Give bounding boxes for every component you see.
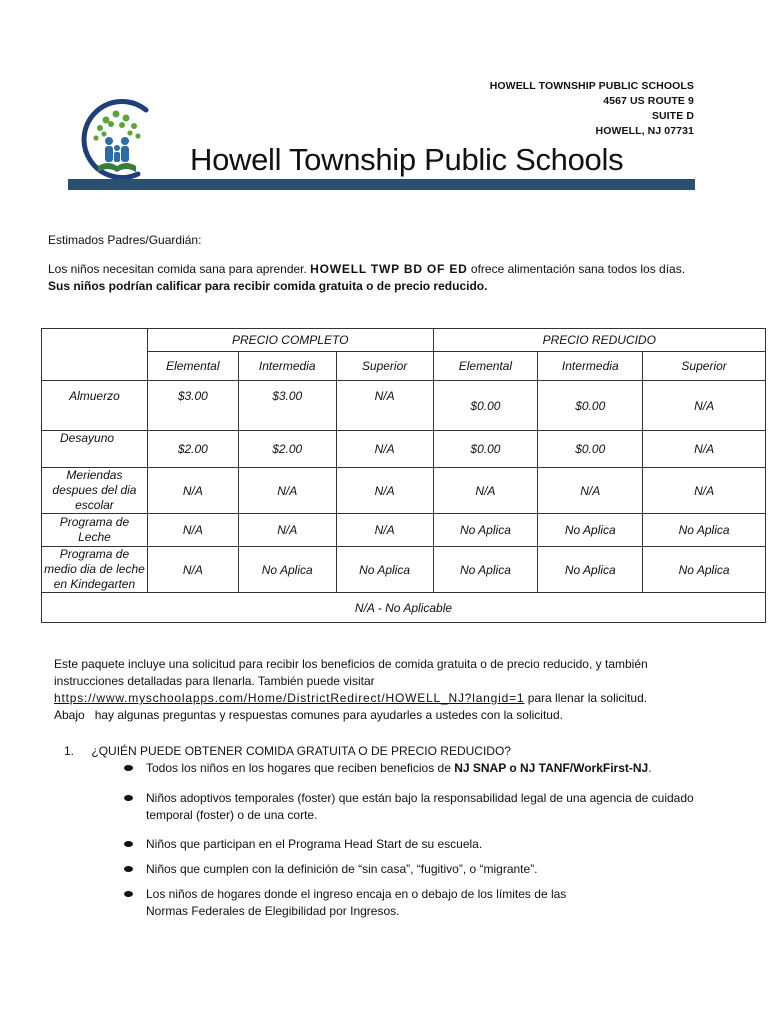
price-cell: N/A — [643, 468, 766, 514]
price-cell: $2.00 — [238, 431, 336, 468]
price-cell: No Aplica — [433, 547, 538, 593]
package-line-4: Abajo hay algunas preguntas y respuestas comunes para ayudarles a ustedes con la solicitud. — [54, 708, 563, 722]
table-row — [42, 514, 766, 547]
eligibility-note: Sus niños podrían calificar para recibir comida gratuita o de precio reducido. — [48, 279, 488, 293]
address-line-2: 4567 US ROUTE 9 — [603, 95, 694, 107]
program-names: NJ SNAP o NJ TANF/WorkFirst-NJ — [454, 761, 649, 775]
row-label: Meriendas despues del dia escolar — [42, 468, 148, 514]
greeting: Estimados Padres/Guardián: — [48, 233, 202, 247]
price-cell: $0.00 — [433, 381, 538, 431]
level-header: Superior — [643, 352, 766, 381]
list-item — [124, 760, 724, 777]
price-cell: N/A — [336, 381, 433, 431]
price-cell: $3.00 — [147, 381, 238, 431]
level-header: Elemental — [147, 352, 238, 381]
price-cell: N/A — [336, 514, 433, 547]
price-cell: $0.00 — [538, 431, 643, 468]
price-cell: N/A — [238, 468, 336, 514]
list-item — [124, 886, 586, 920]
address-line-3: SUITE D — [651, 110, 694, 122]
bullet-icon — [124, 765, 133, 771]
price-cell: N/A — [147, 514, 238, 547]
price-cell: N/A — [238, 514, 336, 547]
district-address — [490, 79, 694, 139]
price-cell: N/A — [336, 468, 433, 514]
price-cell: $3.00 — [238, 381, 336, 431]
eligibility-list — [124, 760, 724, 930]
table-corner — [42, 329, 148, 381]
table-row — [42, 547, 766, 593]
list-item — [124, 836, 724, 853]
bullet-text-end: . — [648, 761, 652, 775]
price-cell: No Aplica — [433, 514, 538, 547]
table-row — [42, 381, 766, 431]
header-reduced-price: PRECIO REDUCIDO — [433, 329, 766, 352]
price-cell: N/A — [336, 431, 433, 468]
bullet-text: Niños que participan en el Programa Head Start de su escuela. — [146, 837, 483, 851]
price-cell: No Aplica — [643, 547, 766, 593]
level-header: Intermedia — [538, 352, 643, 381]
price-cell: No Aplica — [538, 547, 643, 593]
price-cell: N/A — [147, 468, 238, 514]
meal-price-table — [41, 328, 766, 623]
package-line-1: Este paquete incluye una solicitud para recibir los beneficios de comida gratuita o de precio reducido, y también — [54, 657, 648, 671]
table-row — [42, 468, 766, 514]
price-cell: No Aplica — [336, 547, 433, 593]
bullet-text: Niños adoptivos temporales (foster) que están bajo la responsabilidad legal de una agencia de cuidado temporal (foster) o de una corte. — [146, 791, 694, 822]
address-line-1: HOWELL TOWNSHIP PUBLIC SCHOOLS — [489, 80, 694, 92]
price-cell: No Aplica — [643, 514, 766, 547]
bullet-icon — [124, 841, 133, 847]
price-cell: N/A — [643, 381, 766, 431]
table-footnote: N/A - No Aplicable — [42, 593, 766, 623]
school-logo-icon — [76, 96, 160, 184]
bullet-text: Niños que cumplen con la definición de “sin casa”, “fugitivo”, o “migrante”. — [146, 862, 538, 876]
intro-line — [48, 262, 685, 276]
price-cell: $2.00 — [147, 431, 238, 468]
price-cell: $0.00 — [433, 431, 538, 468]
header-full-price: PRECIO COMPLETO — [147, 329, 433, 352]
faq-question-1 — [64, 744, 511, 758]
page-title: Howell Township Public Schools — [190, 142, 624, 177]
district-name: HOWELL TWP BD OF ED — [310, 262, 468, 276]
table-row — [42, 431, 766, 468]
price-cell: N/A — [538, 468, 643, 514]
intro-text-pre: Los niños necesitan comida sana para aprender. — [48, 262, 311, 276]
level-header: Elemental — [433, 352, 538, 381]
level-header: Intermedia — [238, 352, 336, 381]
intro-text-post: ofrece alimentación sana todos los días. — [467, 262, 686, 276]
level-header: Superior — [336, 352, 433, 381]
row-label: Desayuno — [42, 431, 148, 468]
package-line-2: instrucciones detalladas para llenarla. También puede visitar — [54, 674, 375, 688]
list-item — [124, 861, 724, 878]
package-link-after: para llenar la solicitud. — [524, 691, 648, 705]
row-label: Programa de Leche — [42, 514, 148, 547]
question-text: ¿QUIÉN PUEDE OBTENER COMIDA GRATUITA O DE PRECIO REDUCIDO? — [91, 744, 511, 758]
question-number: 1. — [64, 744, 75, 758]
bullet-icon — [124, 866, 133, 872]
price-cell: N/A — [147, 547, 238, 593]
price-cell: N/A — [433, 468, 538, 514]
list-item — [124, 790, 724, 824]
price-cell: $0.00 — [538, 381, 643, 431]
bullet-text: Todos los niños en los hogares que reciben beneficios de — [146, 761, 455, 775]
address-line-4: HOWELL, NJ 07731 — [595, 125, 694, 137]
row-label: Programa de medio dia de leche en Kindegarten — [42, 547, 148, 593]
price-cell: No Aplica — [238, 547, 336, 593]
bullet-icon — [124, 891, 133, 897]
application-info — [54, 656, 648, 724]
price-cell: N/A — [643, 431, 766, 468]
bullet-text: Los niños de hogares donde el ingreso encaja en o debajo de los límites de las Normas Federales de Elegibilidad por Ingresos. — [146, 887, 567, 918]
price-cell: No Aplica — [538, 514, 643, 547]
application-link[interactable]: https://www.myschoolapps.com/Home/DistrictRedirect/HOWELL_NJ?langid=1 — [54, 691, 525, 705]
bullet-icon — [124, 795, 133, 801]
row-label: Almuerzo — [42, 381, 148, 431]
title-divider-bar — [68, 179, 695, 190]
